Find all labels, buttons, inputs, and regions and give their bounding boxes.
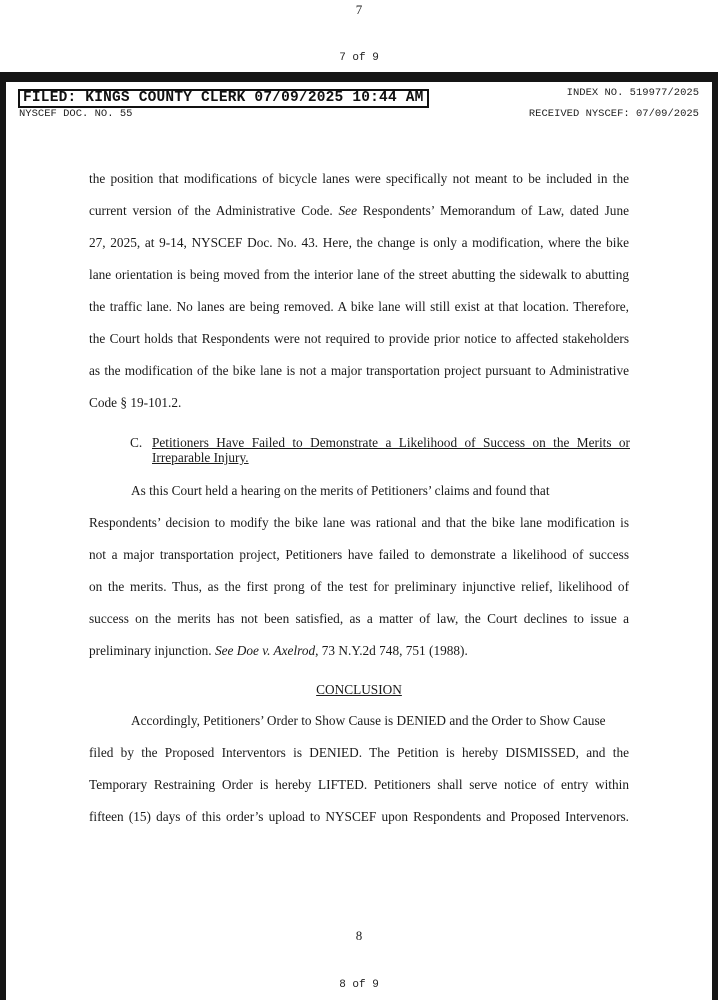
section-label: C. [130,435,143,450]
text-line: As this Court held a hearing on the merits of Petitioners’ claims and found that [131,483,550,498]
paragraph-continuation [89,163,629,419]
text-line: as the modification of the bike lane is not a major transportation project pursuant to Administrative [89,363,629,378]
previous-page-strip [0,0,718,72]
text-line: Code § 19-101.2. [89,395,182,410]
filed-stamp: FILED: KINGS COUNTY CLERK 07/09/2025 10:44 AM [18,89,429,108]
text-line: Respondents’ decision to modify the bike lane was rational and that the bike lane modification is [89,515,629,530]
conclusion-heading: CONCLUSION [316,682,402,697]
text-line: the Court holds that Respondents were not required to provide prior notice to affected stakeholders [89,331,629,346]
paragraph-conclusion [89,705,629,833]
text-line: fifteen (15) days of this order’s upload to NYSCEF upon Respondents and Proposed Intervenors. [89,809,629,824]
text-line: filed by the Proposed Interventors is DENIED. The Petition is hereby DISMISSED, and the [89,745,629,760]
see-signal: See [338,203,357,218]
page-of-label: 8 of 9 [339,979,379,991]
text-line: success on the merits has not been satisfied, as a matter of law, the Court declines to issue a [89,611,629,626]
paragraph-section-c [89,475,629,667]
text-line: preliminary injunction. See Doe v. Axelrod, 73 N.Y.2d 748, 751 (1988). [89,643,468,658]
text-line: 27, 2025, at 9-14, NYSCEF Doc. No. 43. Here, the change is only a modification, where the bike [89,235,629,250]
text-line: lane orientation is being moved from the interior lane of the street abutting the sidewalk to abutting [89,267,629,282]
text-line: not a major transportation project, Petitioners have failed to demonstrate a likelihood of success [89,547,629,562]
received-date: RECEIVED NYSCEF: 07/09/2025 [528,108,699,120]
page-number: 8 [355,928,363,943]
text-line: Temporary Restraining Order is hereby LIFTED. Petitioners shall serve notice of entry within [89,777,629,792]
nyscef-doc-number: NYSCEF DOC. NO. 55 [19,108,133,120]
text-line: the position that modifications of bicycle lanes were specifically not meant to be included in the [89,171,629,186]
section-title: Petitioners Have Failed to Demonstrate a Likelihood of Success on the Merits or Irreparable Injury. [152,435,630,465]
case-citation: See Doe v. Axelrod [214,643,316,658]
previous-page-number: 7 [355,2,363,17]
text-line: the traffic lane. No lanes are being removed. A bike lane will still exist at that location. Therefore, [89,299,629,314]
text-line: on the merits. Thus, as the first prong of the test for preliminary injunctive relief, likelihood of [89,579,629,594]
index-number: INDEX NO. 519977/2025 [566,87,699,99]
document-page [6,82,712,1000]
previous-page-of-label: 7 of 9 [339,52,379,64]
text-line: current version of the Administrative Code. See Respondents’ Memorandum of Law, dated June [89,203,629,218]
text-line: Accordingly, Petitioners’ Order to Show Cause is DENIED and the Order to Show Cause [131,713,606,728]
